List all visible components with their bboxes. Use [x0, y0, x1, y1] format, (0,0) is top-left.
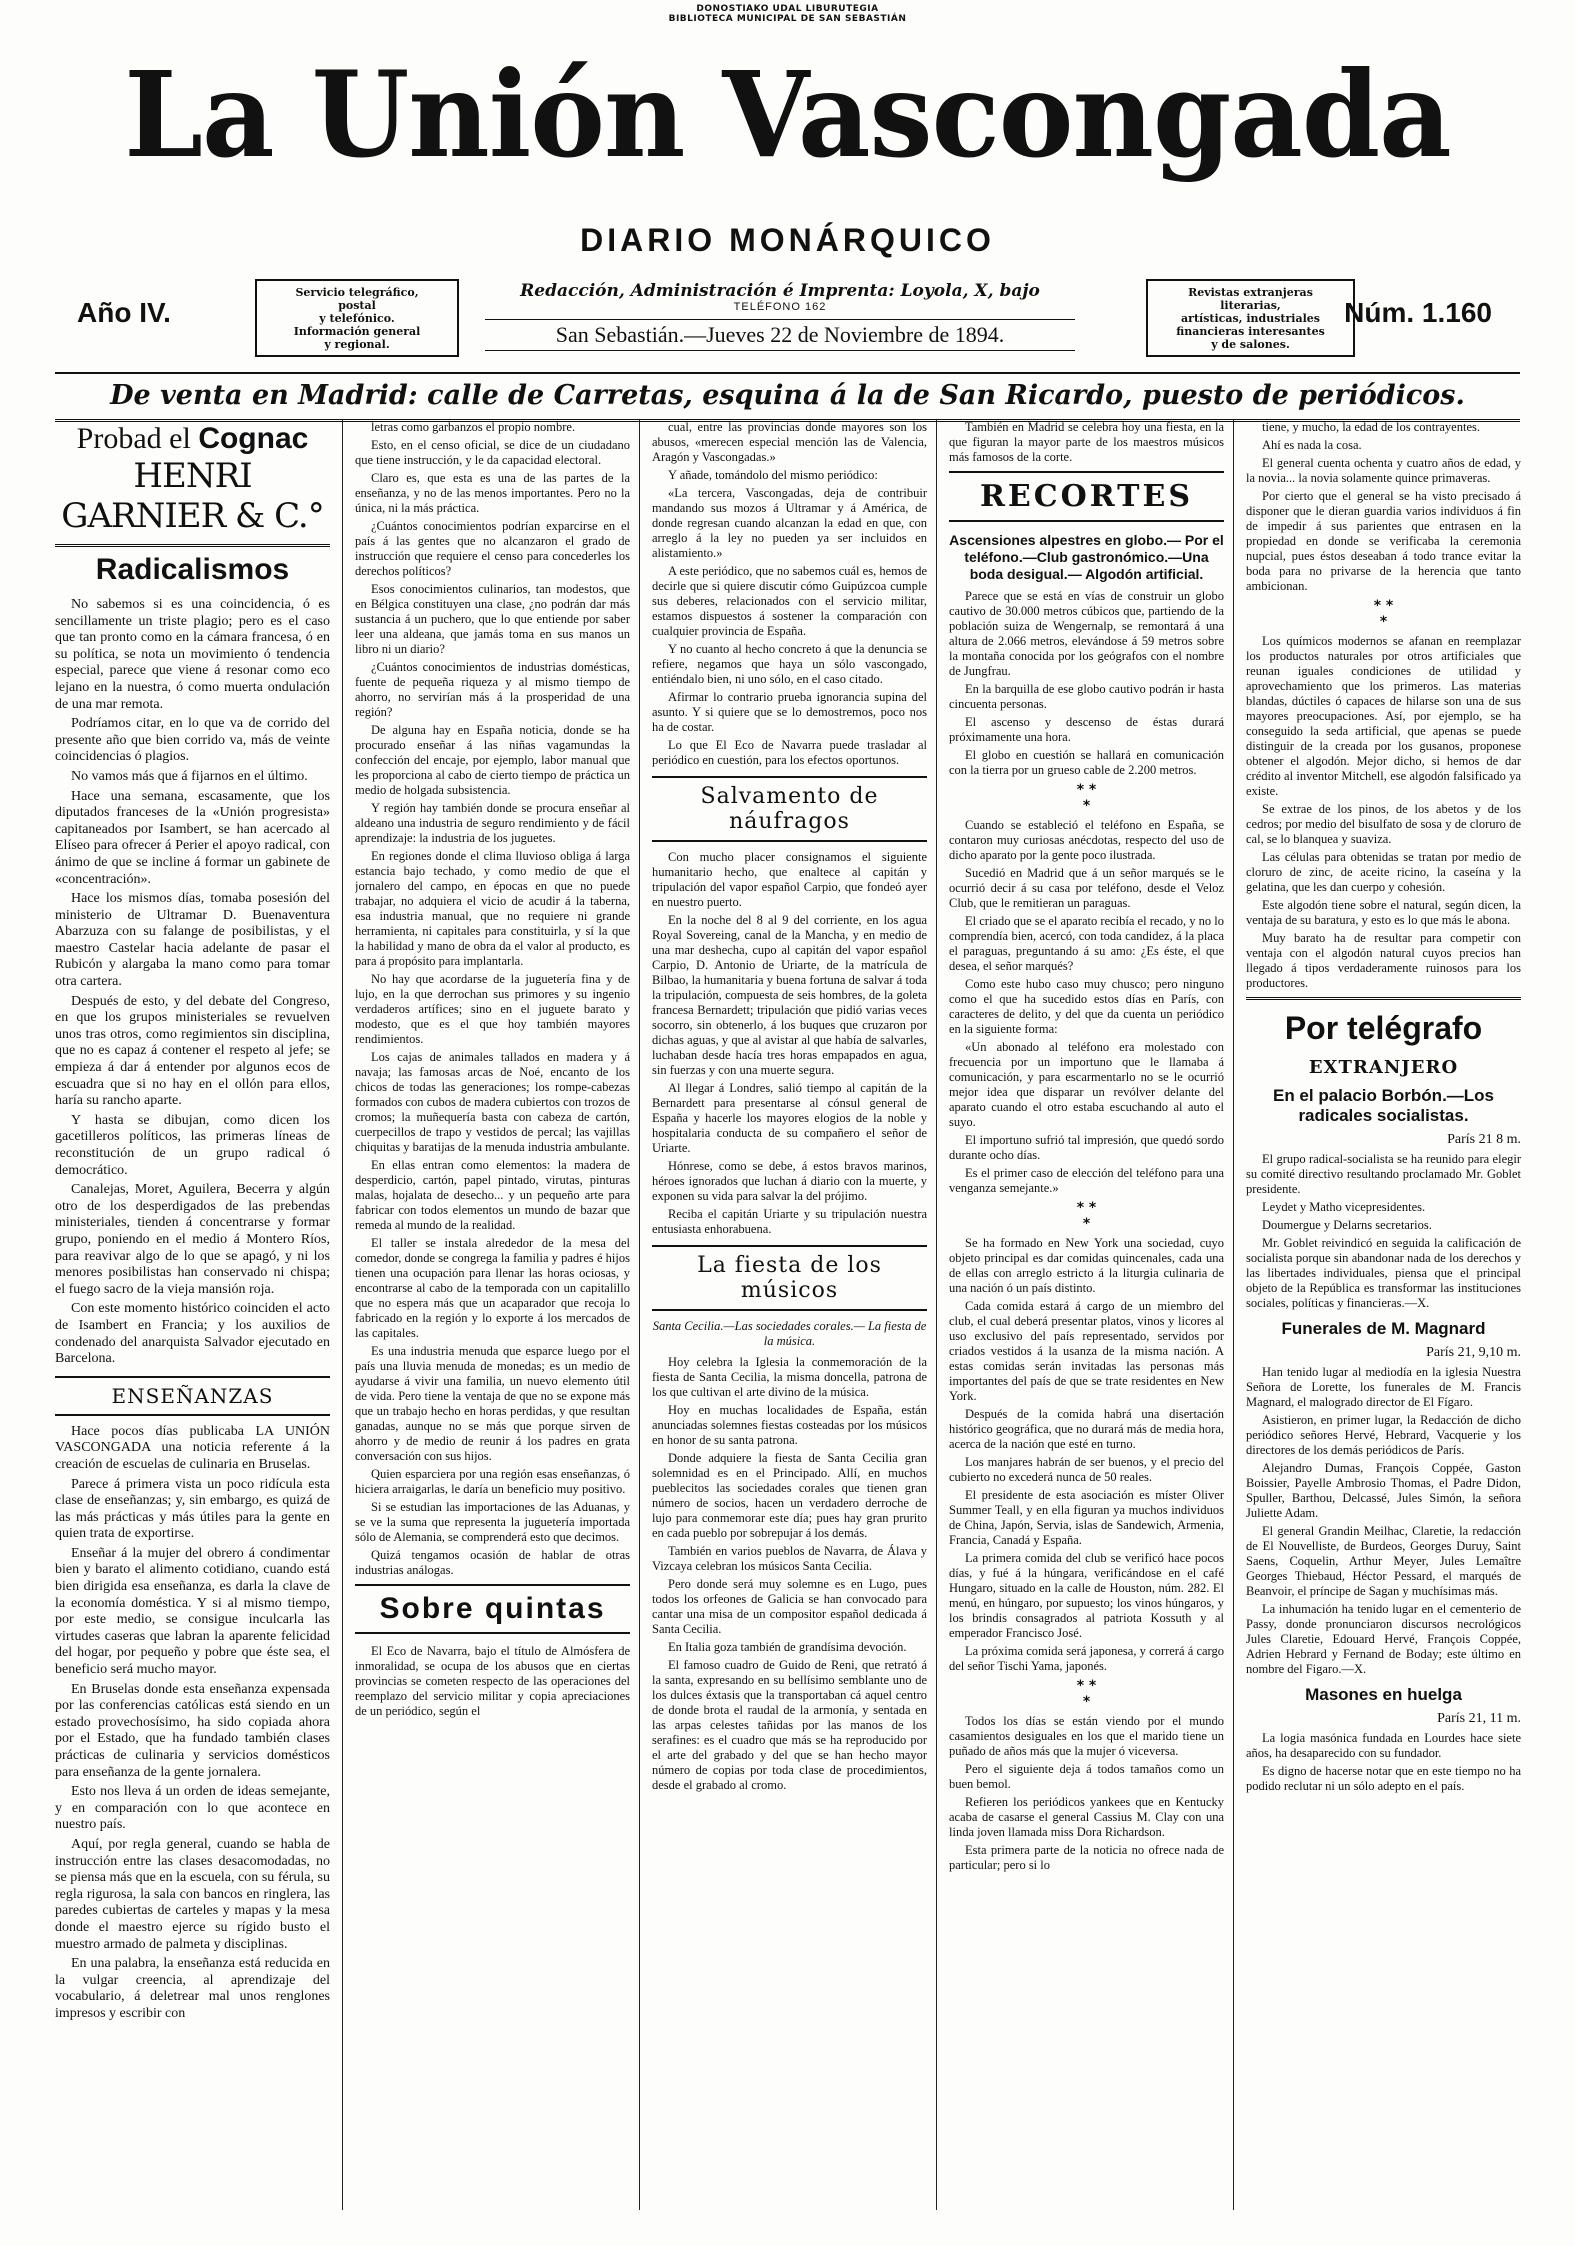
paragraph: Se extrae de los pinos, de los abetos y de los cedros; por medio del bisulfato de sosa y de cloruro de cal, se lo blanquea y suaviza.	[1246, 802, 1521, 846]
article-body	[652, 420, 927, 768]
paragraph: De alguna hay en España noticia, donde se ha procurado enseñar á las niñas vagamundas la confección del encaje, por ejemplo, labor manual que les proporciona al cabo de cierto tiempo de práctica un medio de holgada subsistencia.	[355, 723, 630, 797]
magazines-box	[1146, 279, 1355, 357]
article-body	[1246, 1365, 1521, 1677]
paragraph: Reciba el capitán Uriarte y su tripulación nuestra entusiasta enhorabuena.	[652, 1207, 927, 1236]
paragraph: Han tenido lugar al mediodía en la iglesia Nuestra Señora de Lorette, los funerales de M. Francis Magnard, el malogrado director de El Fígaro.	[1246, 1365, 1521, 1409]
paragraph: En una palabra, la enseñanza está reducida en la vulgar creencia, al aprendizaje del vocabulario, á deletrear mal unos renglones impresos y escribir con	[55, 1956, 330, 2021]
paragraph: Esto nos lleva á un orden de ideas semejante, y en comparación con lo que acontece en nuestro país.	[55, 1784, 330, 1833]
masthead-subtitle: DIARIO MONÁRQUICO	[580, 222, 995, 258]
paragraph: El famoso cuadro de Guido de Reni, que retrató á la santa, expresando en su bellísimo semblante uno de los dulces éxtasis que la transportaban cá aquel centro de donde brota el raudal de la armonía, y sentada en las arpas celestes tañidas por las manos de los serafines: es el cuadro que más se ha reproducido por el arte del grabado y del que se han hecho mayor número de copias por toda clase de procedimientos, desde el grabado al cromo.	[652, 1658, 927, 1792]
article-title-quintas: Sobre quintas	[355, 1584, 630, 1634]
columns	[55, 420, 1525, 2220]
paragraph: Hónrese, como se debe, á estos bravos marinos, héroes ignorados que luchan á diario con la muerte, y exponen su vida para salvar la del prójimo.	[652, 1159, 927, 1203]
paragraph: Ahí es nada la cosa.	[1262, 438, 1362, 452]
paragraph: Se ha formado en New York una sociedad, cuyo objeto principal es dar comidas quincenales, cada una de ellas con arreglo estricto á la liturgia culinaria de una nación ó un país distinto.	[949, 1236, 1224, 1295]
dateline: París 21, 11 m.	[1437, 1711, 1521, 1726]
paragraph: El criado que se el aparato recibía el recado, y no lo comprendía bien, acercó, con toda candidez, á la placa el paraguas, preguntando á su amo: ¿Es éste, el que desea, el señor marqués?	[949, 914, 1224, 973]
paragraph: Quizá tengamos ocasión de hablar de otras industrias análogas.	[355, 1548, 630, 1577]
paragraph: La próxima comida será japonesa, y correrá á cargo del señor Tischi Yama, japonés.	[949, 1644, 1224, 1673]
paragraph: Este algodón tiene sobre el natural, según dicen, la ventaja de su baratura, y esto es lo que más le abona.	[1246, 898, 1521, 927]
garnier-ad: HENRI GARNIER & C.°	[55, 456, 330, 547]
paragraph: Pero el siguiente deja á todos tamaños como un buen bemol.	[949, 1762, 1224, 1791]
paragraph: Claro es, que esta es una de las partes de la enseñanza, y no de las menos importantes. Pero no la única, ni la más práctica.	[355, 471, 630, 515]
paragraph: Esta primera parte de la noticia no ofrece nada de particular; pero si lo	[949, 1843, 1224, 1872]
paragraph: Quien esparciera por una región esas enseñanzas, ó hiciera arraigarlas, le daría un beneficio muy positivo.	[355, 1467, 630, 1496]
article-body	[652, 850, 927, 1237]
paragraph: Sucedió en Madrid que á un señor marqués se le ocurrió decir á su casa por teléfono, desde el Veloz Club, que le remitieran un paraguas.	[949, 866, 1224, 910]
dateline: París 21 8 m.	[1447, 1132, 1521, 1147]
paragraph: El general Grandin Meilhac, Claretie, la redacción de El Nouvelliste, de Burdeos, Georges Duruy, Saint Saens, Coquelin, Arthur Meyer, Jules Lemaître Georges Thiebaud, Héctor Pessard, el marqués de Beanvoir, el príncipe de Sagan y muchísimas más.	[1246, 1524, 1521, 1598]
paragraph: Alejandro Dumas, François Coppée, Gaston Boissier, Payelle Ambrosio Thomas, el Padre Didon, Spuller, Barthou, Delcassé, Jules Simón, la señora Juliette Adam.	[1246, 1461, 1521, 1520]
paragraph: Pero donde será muy solemne es en Lugo, pues todos los orfeones de Galicia se han convocado para cantar una misa de un compositor español dedicada á Santa Cecilia.	[652, 1577, 927, 1636]
dateline: París 21, 9,10 m.	[1426, 1345, 1521, 1360]
paragraph: Y no cuanto al hecho concreto á que la denuncia se refiere, negamos que haya un sólo vascongado, entiéndalo bien, ni uno sólo, en el caso citado.	[652, 642, 927, 686]
paragraph: El taller se instala alrededor de la mesa del comedor, donde se congrega la familia y padres é hijos tienen una ocupación para llenar las horas ociosas, y encontrarse al cabo de la temporada con un capitalillo que no espera más que un acaparador que recoja lo fabricado en la región y lo exporte á los mercados de las capitales.	[355, 1236, 630, 1340]
column-5	[1246, 420, 1521, 2220]
section-title-telegrafo: Por telégrafo	[1246, 997, 1521, 1047]
paragraph: El grupo radical-socialista se ha reunido para elegir su comité directivo resultando proclamado Mr. Goblet presidente.	[1246, 1152, 1521, 1196]
paragraph: El general cuenta ochenta y cuatro años de edad, y la novia... la novia solamente quince primaveras.	[1246, 456, 1521, 485]
article-body	[1246, 634, 1521, 991]
paragraph: También en varios pueblos de Navarra, de Álava y Vizcaya celebran los músicos Santa Cecilia.	[652, 1544, 927, 1573]
paragraph: En regiones donde el clima lluvioso obliga á larga estancia bajo techado, y como medio de que el jornalero del campo, en épocas en que no puede trabajar, no adquiera el vicio de acudir á la taberna, esa industria manual, que no requiere ni grande herramienta, ni capitales para constituirla, y sí la que la habilidad y mano de obra da el valor al producto, es para á propósito para implantarla.	[355, 849, 630, 968]
article-body	[55, 1424, 330, 2023]
article-body	[949, 589, 1224, 778]
article-title-recortes: RECORTES	[949, 471, 1224, 522]
stamp-line-1: DONOSTIAKO UDAL LIBURUTEGIA	[696, 4, 879, 14]
paragraph: La inhumación ha tenido lugar en el cementerio de Passy, donde pronunciaron discursos necrológicos Jules Claretie, Edouard Hervé, François Coppée, Adrien Hebrard y Fernand de Boday; este último en nombre del Figaro.—X.	[1246, 1602, 1521, 1676]
issue-date: San Sebastián.—Jueves 22 de Noviembre de 1894.	[485, 319, 1075, 351]
paragraph: «Un abonado al teléfono era molestado con frecuencia por un importuno que le llamaba á comunicación, y para escarmentarlo no se le ocurrió mejor idea que disparar un revólver delante del aparato cuando el otro estaba escuchando al auto el suyo.	[949, 1040, 1224, 1129]
paragraph: Aquí, por regla general, cuando se habla de instrucción entre las clases desacomodadas, no se piensa más que en la escuela, con su férula, su regla rigurosa, la sala con bancos en ringlera, las paredes cubiertas de carteles y mapas y la mesa donde el maestro ejerce su rígido busto el muestro armado de palmeta y disciplinas.	[55, 1836, 330, 1952]
paragraph: No vamos más que á fijarnos en el último.	[71, 768, 308, 784]
paragraph: El globo en cuestión se hallará en comunicación con la tierra por un grueso cable de 2.200 metros.	[949, 748, 1224, 777]
column-4	[949, 420, 1224, 2220]
paragraph: Si se estudian las importaciones de las Aduanas, y se ve la suma que representa la juguetería importada sólo de Alemania, se comprenderá esto que decimos.	[355, 1500, 630, 1544]
magazines-line: artísticas, industriales	[1181, 311, 1320, 325]
paragraph: Hoy en muchas localidades de España, están anunciadas solemnes fiestas costeadas por los músicos en honor de su santa patrona.	[652, 1403, 927, 1447]
paragraph: La logia masónica fundada en Lourdes hace siete años, ha desaparecido con su fundador.	[1246, 1731, 1521, 1760]
section-subtitle-extranjero: EXTRANJERO	[1308, 1057, 1459, 1078]
address: Redacción, Administración é Imprenta: Loyola, X, bajo	[520, 281, 1040, 301]
paragraph: A este periódico, que no sabemos cuál es, hemos de decirle que si quiere discutir cómo Guipúzcoa cumple sus deberes, relacionados con el servicio militar, estamos dispuestos á sostener la comparación con cualquier provincia de España.	[652, 564, 927, 638]
paragraph: Hace los mismos días, tomaba posesión del ministerio de Ultramar D. Buenaventura Abarzuza con su falange de posibilistas, y el maestro Castelar hacia adelante de pasar el Rubicón y alargaba la mano como para tomar otra cartera.	[55, 891, 330, 990]
paragraph: letras como garbanzos el propio nombre.	[371, 420, 576, 434]
paragraph: Podríamos citar, en lo que va de corrido del presente año que bien corrido va, más de veinte coincidencias ó plagios.	[55, 716, 330, 765]
services-line: y telefónico.	[319, 311, 395, 325]
cognac-ad-text: Probad el	[76, 422, 191, 455]
article-body	[1246, 1152, 1521, 1311]
paragraph: Esto, en el censo oficial, se dice de un ciudadano que tiene instrucción, y le da capacidad electoral.	[355, 438, 630, 467]
section-separator: * * *	[1076, 1678, 1097, 1710]
article-subtitle: Santa Cecilia.—Las sociedades corales.— La fiesta de la música.	[652, 1319, 927, 1348]
article-body	[949, 818, 1224, 1196]
magazines-line: Revistas extranjeras	[1188, 285, 1313, 299]
paragraph: Refieren los periódicos yankees que en Kentucky acaba de casarse el general Cassius M. Clay con una linda joven llamada miss Dora Richardson.	[949, 1795, 1224, 1839]
magazines-line: y de salones.	[1211, 337, 1290, 351]
paragraph: Mr. Goblet reivindicó en seguida la calificación de socialista porque sin abandonar nada de los derechos y las libertades individuales, piensa que el principal objeto de la República es transformar las instituciones sociales, políticas y financieras.—X.	[1246, 1236, 1521, 1310]
article-body	[949, 420, 1224, 465]
article-body	[652, 1355, 927, 1793]
paragraph: Es digno de hacerse notar que en este tiempo no ha podido reclutar ni un sólo adepto en el país.	[1246, 1764, 1521, 1793]
paragraph: Hace pocos días publicaba LA UNIÓN VASCONGADA una noticia referente á la creación de escuelas de culinaria en Bruselas.	[55, 1423, 330, 1472]
column-1	[55, 420, 330, 2220]
article-body	[55, 597, 330, 1368]
column-rule	[639, 420, 640, 2210]
paragraph: Muy barato ha de resultar para competir con ventaja con el algodón natural cuyos precios han llegado á tipos verdaderamente ruinosos para los productores.	[1246, 931, 1521, 990]
article-body	[1246, 1731, 1521, 1794]
services-line: postal	[338, 298, 376, 312]
paragraph: Hoy celebra la Iglesia la conmemoración de la fiesta de Santa Cecilia, la misma doncella, patrona de los que cultivan el arte divino de la música.	[652, 1355, 927, 1399]
sales-notice: De venta en Madrid: calle de Carretas, esquina á la de San Ricardo, puesto de periódicos.	[55, 372, 1520, 422]
issue-year: Año IV.	[77, 297, 171, 328]
phone: TELÉFONO 162	[733, 301, 827, 313]
cognac-ad-brand: Cognac	[198, 422, 309, 455]
paragraph: En la noche del 8 al 9 del corriente, en los agua Royal Sovereing, canal de la Mancha, y en medio de una mar deshecha, cupo al capitán del vapor español Carpio, D. Antonio de Uriarte, de la matrícula de Bilbao, la humanitaria y buena fortuna de salvar á toda la tripulación, compuesta de seis hombres, de la goleta francesa Bernardett; tripulación que pidió varias veces socorro, sin obtenerlo, á los buques que cruzaron por dichas aguas, y que al avistar al que había de salvarles, luchaban desde hacía tres horas empapados en agua, sin fuerzas y con una muerte segura.	[652, 913, 927, 1077]
paragraph: Es el primer caso de elección del teléfono para una venganza semejante.»	[949, 1166, 1224, 1195]
paragraph: En ellas entran como elementos: la madera de desperdicio, cartón, papel pintado, virutas, pinturas malas, hojalata de desecho... y un pequeño arte para fabricar con todos elementos un mundo de bazar que remeda al mundo de la realidad.	[355, 1158, 630, 1232]
paragraph: Después de esto, y del debate del Congreso, en que los grupos ministeriales se revuelven unos tras otros, como regimientos sin disciplina, que no es capaz á contener el respeto al jefe; se empieza á dar á entender por algunos ecos de escuadra que si no hay en el ollón para ellos, haría su rancho aparte.	[55, 993, 330, 1109]
section-separator: * * *	[1373, 598, 1394, 630]
article-body	[355, 1644, 630, 1719]
paragraph: Después de la comida habrá una disertación histórico geográfica, que no durará más de media hora, acerca de la nación que esté en turno.	[949, 1407, 1224, 1451]
paragraph: Y añade, tomándolo del mismo periódico:	[668, 468, 878, 482]
address-block	[485, 281, 1075, 351]
info-bar	[55, 275, 1520, 361]
paragraph: Esos conocimientos culinarios, tan modestos, que en Bélgica constituyen una clase, ¿no podrán dar más sustancia á un puchero, que lo que entiende por saber leer una aldeana, que jamás toma en sus manos un libro ni un diario?	[355, 582, 630, 656]
column-rule	[1233, 420, 1234, 2210]
paragraph: Parece que se está en vías de construir un globo cautivo de 30.000 metros cúbicos que, partiendo de la población suiza de Wengernalp, se remontará á una altura de 2.066 metros, elevándose á 59 metros sobre la montaña conocida por los geógrafos con el nombre de Jungfrau.	[949, 589, 1224, 678]
paragraph: Enseñar á la mujer del obrero á condimentar bien y barato el alimento cotidiano, cuando está bien dirigida esa enseñanza, es darla la clave de la economía doméstica. Y si al mismo tiempo, por este medio, se consigue inculcarla las virtudes caseras que labran la aparente felicidad del hogar, por pequeño y pobre que éste sea, el beneficio será mucho mayor.	[55, 1545, 330, 1678]
column-3	[652, 420, 927, 2220]
paragraph: Es una industria menuda que esparce luego por el país una lluvia menuda de monedas; es un medio de ayudarse á vivir una familia, un nuevo elemento útil de vida. Pero tiene la ventaja de que no se expone más que un trabajo hecho en horas perdidas, y que resultan ganadas, aunque no se más que porque sirven de ahorro y de medio de reunir á los padres en grata conversación con sus hijos.	[355, 1344, 630, 1463]
article-title-radicalismos: Radicalismos	[95, 553, 290, 586]
article-body	[1246, 420, 1521, 594]
paragraph: El Eco de Navarra, bajo el título de Almósfera de inmoralidad, se ocupa de los abusos que en ciertas provincias se cometen respecto de las operaciones del reemplazo del servicio militar y copia apreciaciones de un periódico, según el	[355, 1644, 630, 1718]
stamp-line-2: BIBLIOTECA MUNICIPAL DE SAN SEBASTIÁN	[668, 14, 907, 24]
article-body	[949, 1236, 1224, 1674]
news-title-borbon: En el palacio Borbón.—Los radicales socialistas.	[1272, 1086, 1495, 1125]
news-title-masones: Masones en huelga	[1305, 1685, 1462, 1704]
column-rule	[342, 420, 343, 2210]
services-line: y regional.	[324, 337, 390, 351]
paragraph: Las células para obtenidas se tratan por medio de cloruro de zinc, de aceite ricino, la caseína y la gelatina, que les dan cuerpo y cohesión.	[1246, 850, 1521, 894]
article-title-salvamento: Salvamento de náufragos	[652, 776, 927, 842]
paragraph: Al llegar á Londres, salió tiempo al capitán de la Bernardett para presentarse al cónsul general de España y hacerle los mayores elogios de la noble y hospitalaria conducta de su compañero el señor de Uriarte.	[652, 1081, 927, 1155]
column-2	[355, 420, 630, 2220]
paragraph: No hay que acordarse de la juguetería fina y de lujo, en la que derrochan sus primores y su ingenio verdaderos artífices; sino en el juguete barato y modesto, que es el que hoy también mayores rendimientos.	[355, 972, 630, 1046]
article-title-ensenanzas: ENSEÑANZAS	[55, 1376, 330, 1416]
paragraph: Canalejas, Moret, Aguilera, Becerra y algún otro de los desperdigados de las prebendas ministeriales, tienden á concentrarse y formar grupo, poniendo en el medio á Montero Ríos, para reavivar algo de lo que se apagó, y ni los menores posibilistas han conservado ni chispa; el fuego sacro de la vieja mansión roja.	[55, 1182, 330, 1297]
paragraph: Con este momento histórico coinciden el acto de Isambert en Francia; y los auxilios de condenado del anarquista Salvador ejecutado en Barcelona.	[55, 1301, 330, 1367]
issue-number: Núm. 1.160	[1344, 297, 1492, 328]
paragraph: En Bruselas donde esta enseñanza expensada por las conferencias católicas está siendo en un estado provechosísimo, ha sido copiada ahora por el Estado, que ha fundado también clases prácticas de culinaria y servicios domésticos para enseñanza de la gente jornalera.	[55, 1681, 330, 1780]
paragraph: Todos los días se están viendo por el mundo casamientos desiguales en los que el marido tiene un puñado de años más que la mujer ó viceversa.	[949, 1714, 1224, 1758]
paragraph: Y hasta se dibujan, como dicen los gacetilleros políticos, las primeras líneas de reconstitución de un grupo radical ó democrático.	[55, 1112, 330, 1178]
paragraph: Afirmar lo contrario prueba ignorancia supina del asunto. Y si quiere que se lo demostremos, poco nos ha de costar.	[652, 690, 927, 734]
cognac-ad	[55, 422, 330, 456]
paragraph: Por cierto que el general se ha visto precisado á disponer que le dieran guardia varios individuos á fin de impedir á sus parientes que entrasen en la propiedad en donde se verificaba la ceremonia nupcial, pues éstos deseaban á todo trance evitar la boda para no privarse de la herencia que tanto ambicionan.	[1246, 489, 1521, 593]
paragraph: También en Madrid se celebra hoy una fiesta, en la que figuran la mayor parte de los maestros músicos más famosos de la corte.	[949, 420, 1224, 464]
services-line: Servicio telegráfico,	[295, 285, 419, 299]
paragraph: Parece á primera vista un poco ridícula esta clase de enseñanzas; y, sin embargo, es quizá de las más prácticas y más útiles para la gente en quien trata de exportirse.	[55, 1476, 330, 1542]
paragraph: La primera comida del club se verificó hace pocos días, y fué á la húngara, verificándose en el café Hungaro, situado en la calle de Houston, núm. 282. El menú, en húngaro, por supuesto; los vinos húngaros, y los brindis consagrados al patriota Kossuth y al emperador Francisco José.	[949, 1551, 1224, 1640]
paragraph: El ascenso y descenso de éstas durará próximamente una hora.	[949, 715, 1224, 744]
news-title-funerales: Funerales de M. Magnard	[1281, 1319, 1486, 1338]
paragraph: cual, entre las provincias donde mayores son los abusos, «merecen especial mención las de Valencia, Aragón y Vascongadas.»	[652, 420, 927, 464]
services-line: Información general	[293, 324, 421, 338]
paragraph: No sabemos si es una coincidencia, ó es sencillamente un triste plagio; pero es el caso que tan pronto como en la cámara francesa, ó en su política, se nota un movimiento ó tendencia especial, parece que viene á resonar como eco lejano en la nuestra, ó como muerta ondulación de una mar remota.	[55, 597, 330, 712]
paragraph: Leydet y Matho vicepresidentes.	[1262, 1200, 1426, 1214]
paragraph: Lo que El Eco de Navarra puede trasladar al periódico en cuestión, para los efectos oportunos.	[652, 738, 927, 767]
paragraph: Doumergue y Delarns secretarios.	[1262, 1218, 1432, 1232]
paragraph: Asistieron, en primer lugar, la Redacción de dicho periódico señores Hervé, Hebrard, Vacquerie y los directores de los demás periódicos de París.	[1246, 1413, 1521, 1457]
article-title-fiesta: La fiesta de los músicos	[652, 1245, 927, 1311]
paragraph: tiene, y mucho, la edad de los contrayentes.	[1262, 420, 1480, 434]
recortes-summary: Ascensiones alpestres en globo.— Por el teléfono.—Club gastronómico.—Una boda desigual.— Algodón artificial.	[949, 532, 1224, 582]
paragraph: ¿Cuántos conocimientos de industrias domésticas, fuente de pequeña riqueza y al mismo tiempo de ahorro, no servirían más á la prosperidad de una región?	[355, 660, 630, 719]
section-separator: * * *	[1076, 1200, 1097, 1232]
article-body	[355, 420, 630, 1578]
paragraph: «La tercera, Vascongadas, deja de contribuir mandando sus mozos á Ultramar y á América, de donde regresan cuando alcanzan la edad en que, con arreglo á la ley no pueden ya ser incluidos en alistamiento.»	[652, 486, 927, 560]
column-rule	[936, 420, 937, 2210]
services-box	[255, 279, 459, 357]
paragraph: Hace una semana, escasamente, que los diputados franceses de la «Unión progresista» capitaneados por Isambert, se han acercado al Elíseo para ofrecer á Perier el apoyo radical, con ánimo de que se incline á formar un gabinete de «concentración».	[55, 788, 330, 887]
paragraph: Cada comida estará á cargo de un miembro del club, el cual deberá presentar platos, vinos y licores al uso exclusivo del país representado, servidos por criados vestidos á la usanza de la misma nación. A estas comidas serán invitadas las personas más importantes del país de que se trate residentes en New York.	[949, 1299, 1224, 1403]
masthead-title: La Unión Vascongada	[124, 46, 1451, 185]
paragraph: Y región hay también donde se procura enseñar al aldeano una industria de seguro rendimiento y de fácil aprendizaje: la industria de los juguetes.	[355, 801, 630, 845]
paragraph: Con mucho placer consignamos el siguiente humanitario hecho, que enaltece al capitán y tripulación del vapor español Carpio, que fondeó ayer en nuestro puerto.	[652, 850, 927, 909]
paragraph: Como este hubo caso muy chusco; pero ninguno como el que ha sucedido estos días en París, con caracteres de delito, y del que da cuenta un periódico en la siguiente forma:	[949, 977, 1224, 1036]
paragraph: Cuando se estableció el teléfono en España, se contaron muy curiosas anécdotas, respecto del uso de dicho aparato por la gente poco ilustrada.	[949, 818, 1224, 862]
paragraph: Donde adquiere la fiesta de Santa Cecilia gran solemnidad es en el Principado. Allí, en muchos pueblecitos las sociedades corales que tienen gran número de socios, hacen un verdadero derroche de lujo para conmemorar este día; pues hay gran prurito en cada pueblo por sobrepujar á los demás.	[652, 1451, 927, 1540]
section-separator: * * *	[1076, 782, 1097, 814]
paragraph: El importuno sufrió tal impresión, que quedó sordo durante ocho días.	[949, 1133, 1224, 1162]
magazines-line: financieras interesantes	[1176, 324, 1325, 338]
paragraph: El presidente de esta asociación es míster Oliver Summer Teall, y en ella figuran ya muchos individuos de China, Japón, Servia, islas de Sandewich, Armenia, Francia, Canadá y España.	[949, 1488, 1224, 1547]
paragraph: Los manjares habrán de ser buenos, y el precio del cubierto no excederá nunca de 50 reales.	[949, 1455, 1224, 1484]
paragraph: ¿Cuántos conocimientos podrían exparcirse en el país á las gentes que no alcanzaron el grado de instrucción que requiere el censo para concederles los derechos políticos?	[355, 519, 630, 578]
paragraph: En la barquilla de ese globo cautivo podrán ir hasta cincuenta personas.	[949, 682, 1224, 711]
library-stamp	[0, 4, 1575, 24]
paragraph: Los cajas de animales tallados en madera y á navaja; las famosas arcas de Noé, encanto de los chicos de todas las generaciones; los rompe-cabezas formados con cubos de madera cubiertos con trozos de cromos; la muñequería basta con cabeza de cartón, cuerpecillos de trapo y vestidos de percal; las vajillas chiquitas y baratijas de la menuda industria ambulante.	[355, 1050, 630, 1154]
article-body	[949, 1714, 1224, 1873]
paragraph: En Italia goza también de grandísima devoción.	[668, 1640, 907, 1654]
paragraph: Los químicos modernos se afanan en reemplazar los productos naturales por otros artificiales que reunan iguales condiciones de utilidad y aprovechamiento que los primeros. Las materias blandas, dúctiles ó capaces de hilarse son una de sus mayores preocupaciones. Así, por ejemplo, se ha conseguido la seda artificial, que apenas se puede distinguir de la creada por los gusanos, proponese obtener el algodón. Mejor dicho, si hemos de dar crédito al inventor Mitchell, ese algodón falsificado ya existe.	[1246, 634, 1521, 798]
magazines-line: literarias,	[1220, 298, 1281, 312]
